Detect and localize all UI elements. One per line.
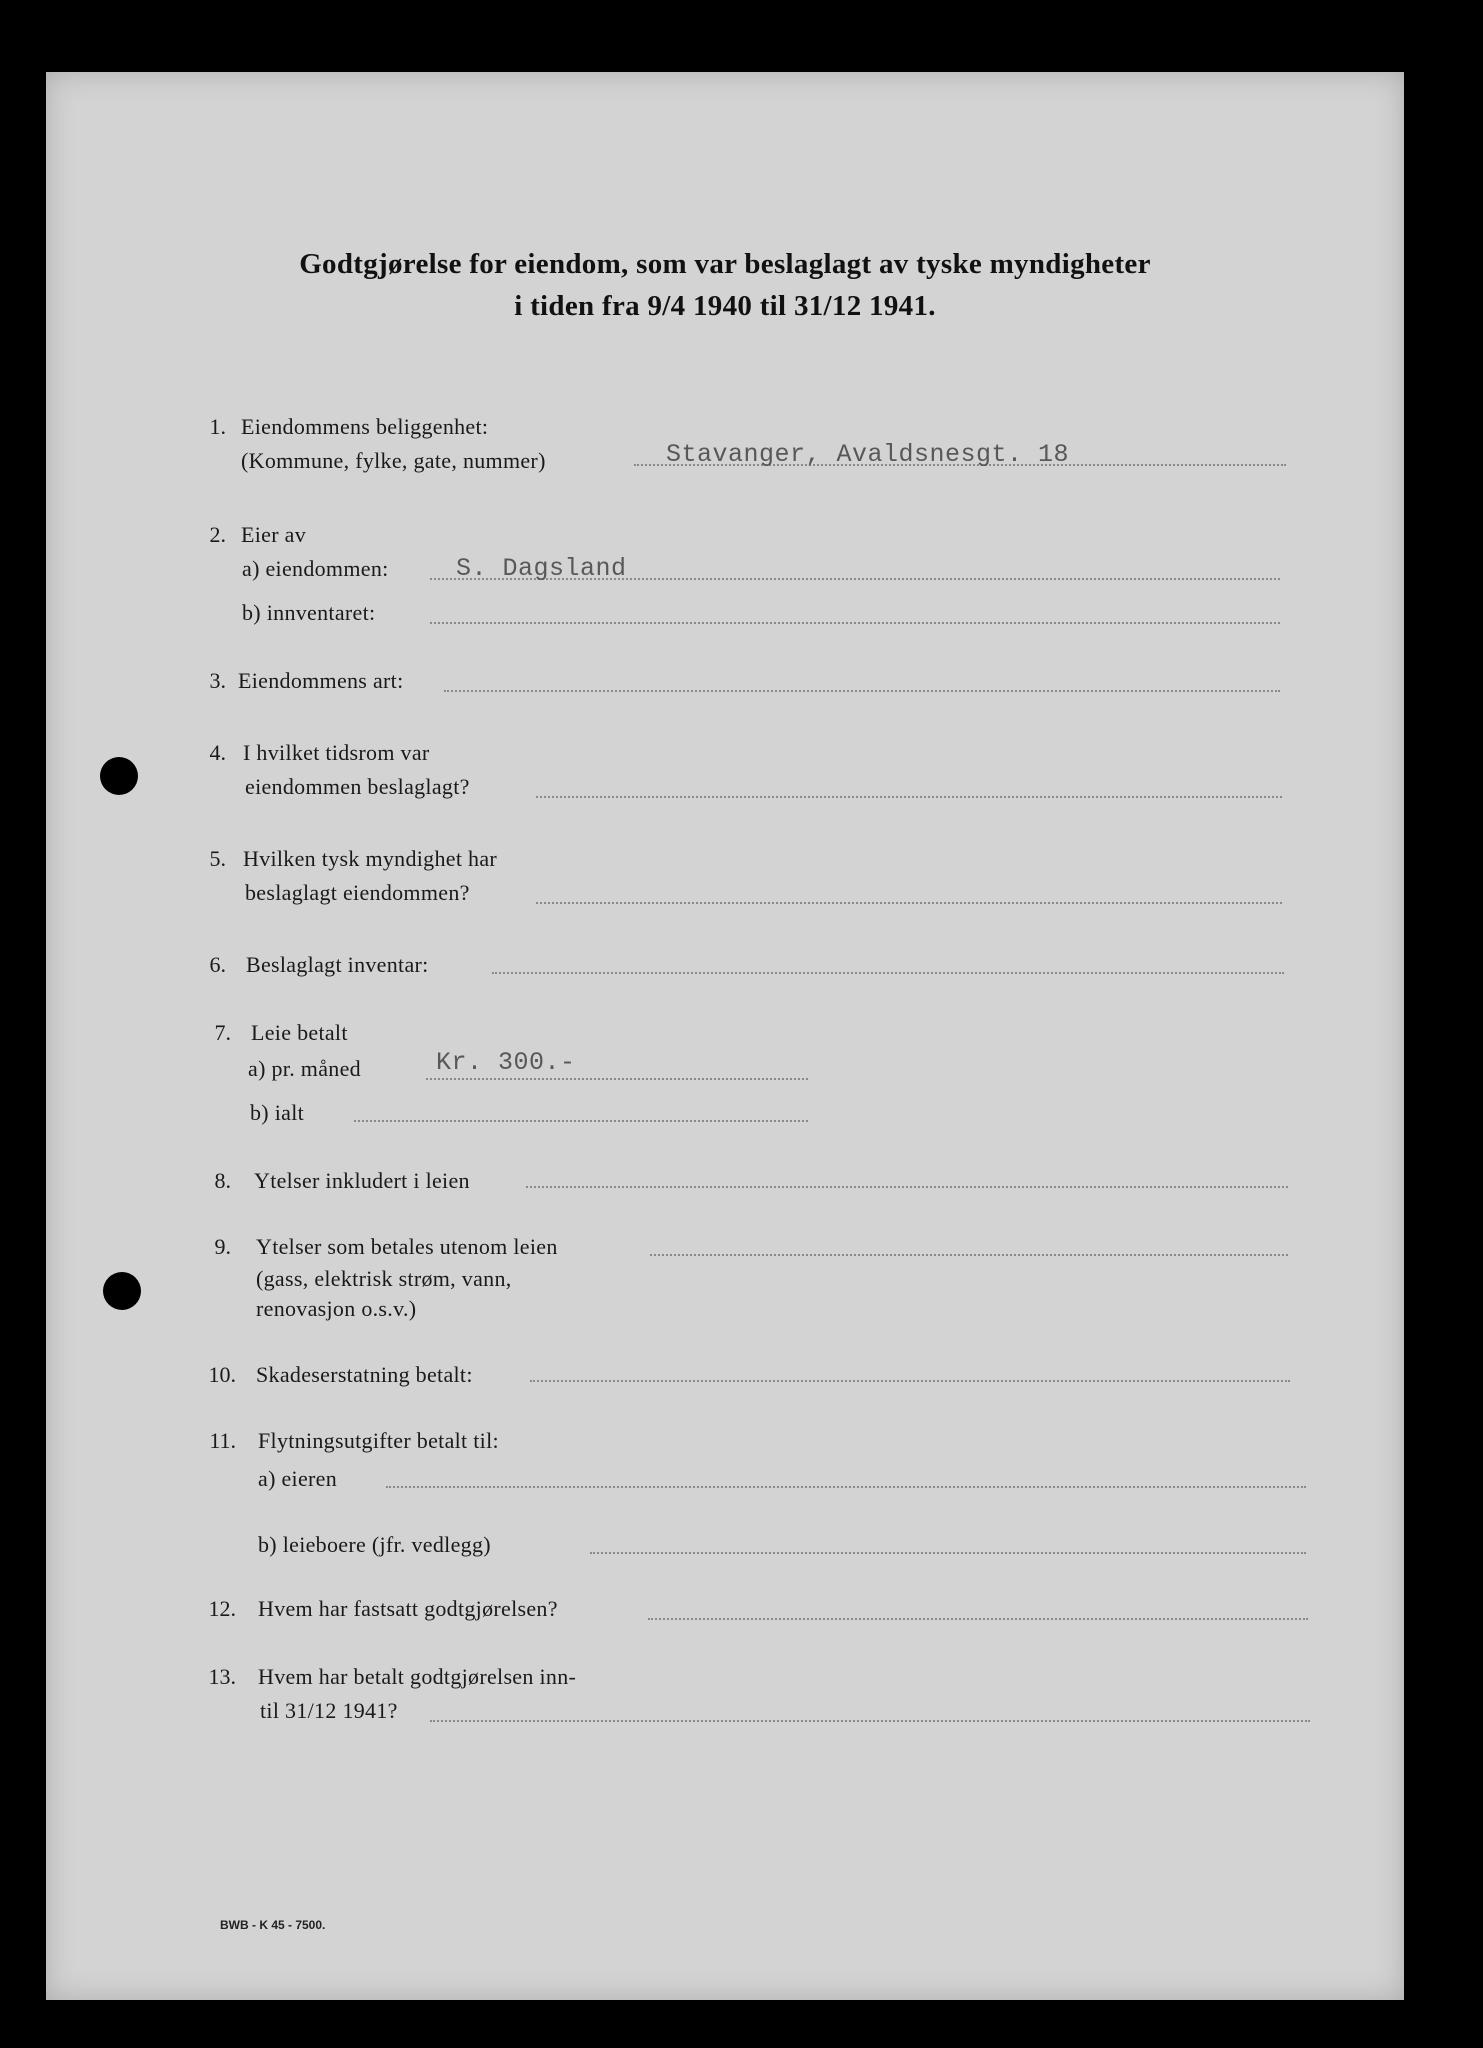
item-9-label: Ytelser som betales utenom leien (256, 1234, 558, 1259)
item-3-answer-line[interactable] (444, 690, 1280, 692)
item-7b-answer-line[interactable] (354, 1120, 808, 1122)
item-11-label: Flytningsutgifter betalt til: (258, 1428, 499, 1453)
item-5-label: Hvilken tysk myndighet har (243, 846, 498, 871)
item-5-label-2: beslaglagt eiendommen? (245, 880, 470, 905)
item-12-answer-line[interactable] (648, 1618, 1308, 1620)
item-1-label: Eiendommens beliggenhet: (241, 414, 489, 439)
item-3-number: 3. (209, 668, 226, 693)
item-2-number: 2. (209, 522, 226, 547)
item-7-label: Leie betalt (251, 1020, 348, 1045)
item-1-sublabel: (Kommune, fylke, gate, nummer) (241, 448, 546, 473)
item-11a-label: a) eieren (258, 1466, 338, 1491)
item-10-number: 10. (208, 1362, 236, 1387)
item-13-number: 13. (208, 1664, 236, 1689)
punch-hole-top (100, 757, 138, 795)
item-2a-typed-value: S. Dagsland (456, 554, 627, 583)
form-title-line2: i tiden fra 9/4 1940 til 31/12 1941. (514, 290, 936, 322)
form-sheet (46, 72, 1404, 2000)
item-8-number: 8. (214, 1168, 231, 1193)
item-7a-label: a) pr. måned (248, 1056, 361, 1081)
item-5-answer-line[interactable] (536, 902, 1282, 904)
item-7a-typed-value: Kr. 300.- (436, 1048, 576, 1077)
item-9-label-2: (gass, elektrisk strøm, vann, (256, 1266, 512, 1291)
item-13-label-2: til 31/12 1941? (260, 1698, 398, 1723)
item-5-number: 5. (209, 846, 226, 871)
print-code: BWB - K 45 - 7500. (220, 1918, 326, 1932)
item-2b-label: b) innventaret: (242, 600, 376, 625)
item-6-number: 6. (209, 952, 226, 977)
item-10-answer-line[interactable] (530, 1380, 1290, 1382)
item-8-label: Ytelser inkludert i leien (254, 1168, 470, 1193)
item-4-number: 4. (209, 740, 226, 765)
item-4-label-2: eiendommen beslaglagt? (245, 774, 470, 799)
punch-hole-bottom (103, 1272, 141, 1310)
item-7b-label: b) ialt (250, 1100, 305, 1125)
item-2-label: Eier av (241, 522, 307, 547)
item-13-label: Hvem har betalt godtgjørelsen inn- (258, 1664, 577, 1689)
item-6-answer-line[interactable] (492, 972, 1284, 974)
item-13-answer-line[interactable] (430, 1720, 1310, 1722)
item-9-label-3: renovasjon o.s.v.) (256, 1296, 417, 1321)
item-11b-answer-line[interactable] (590, 1552, 1306, 1554)
item-2a-label: a) eiendommen: (242, 556, 389, 581)
item-1-number: 1. (209, 414, 226, 439)
item-9-number: 9. (214, 1234, 231, 1259)
item-11-number: 11. (209, 1428, 236, 1453)
form-title-line1: Godtgjørelse for eiendom, som var beslaglagt av tyske myndigheter (299, 248, 1151, 280)
item-10-label: Skadeserstatning betalt: (256, 1362, 473, 1387)
item-6-label: Beslaglagt inventar: (246, 952, 429, 977)
item-7-number: 7. (214, 1020, 231, 1045)
item-11a-answer-line[interactable] (386, 1486, 1306, 1488)
item-2b-answer-line[interactable] (430, 622, 1280, 624)
item-12-label: Hvem har fastsatt godtgjørelsen? (258, 1596, 558, 1621)
item-4-answer-line[interactable] (536, 796, 1282, 798)
item-9-answer-line[interactable] (650, 1254, 1288, 1256)
item-11b-label: b) leieboere (jfr. vedlegg) (258, 1532, 491, 1557)
item-1-typed-value: Stavanger, Avaldsnesgt. 18 (666, 440, 1070, 469)
item-4-label: I hvilket tidsrom var (243, 740, 430, 765)
item-3-label: Eiendommens art: (238, 668, 404, 693)
item-7a-answer-line[interactable] (426, 1078, 808, 1080)
item-8-answer-line[interactable] (526, 1186, 1288, 1188)
item-12-number: 12. (208, 1596, 236, 1621)
